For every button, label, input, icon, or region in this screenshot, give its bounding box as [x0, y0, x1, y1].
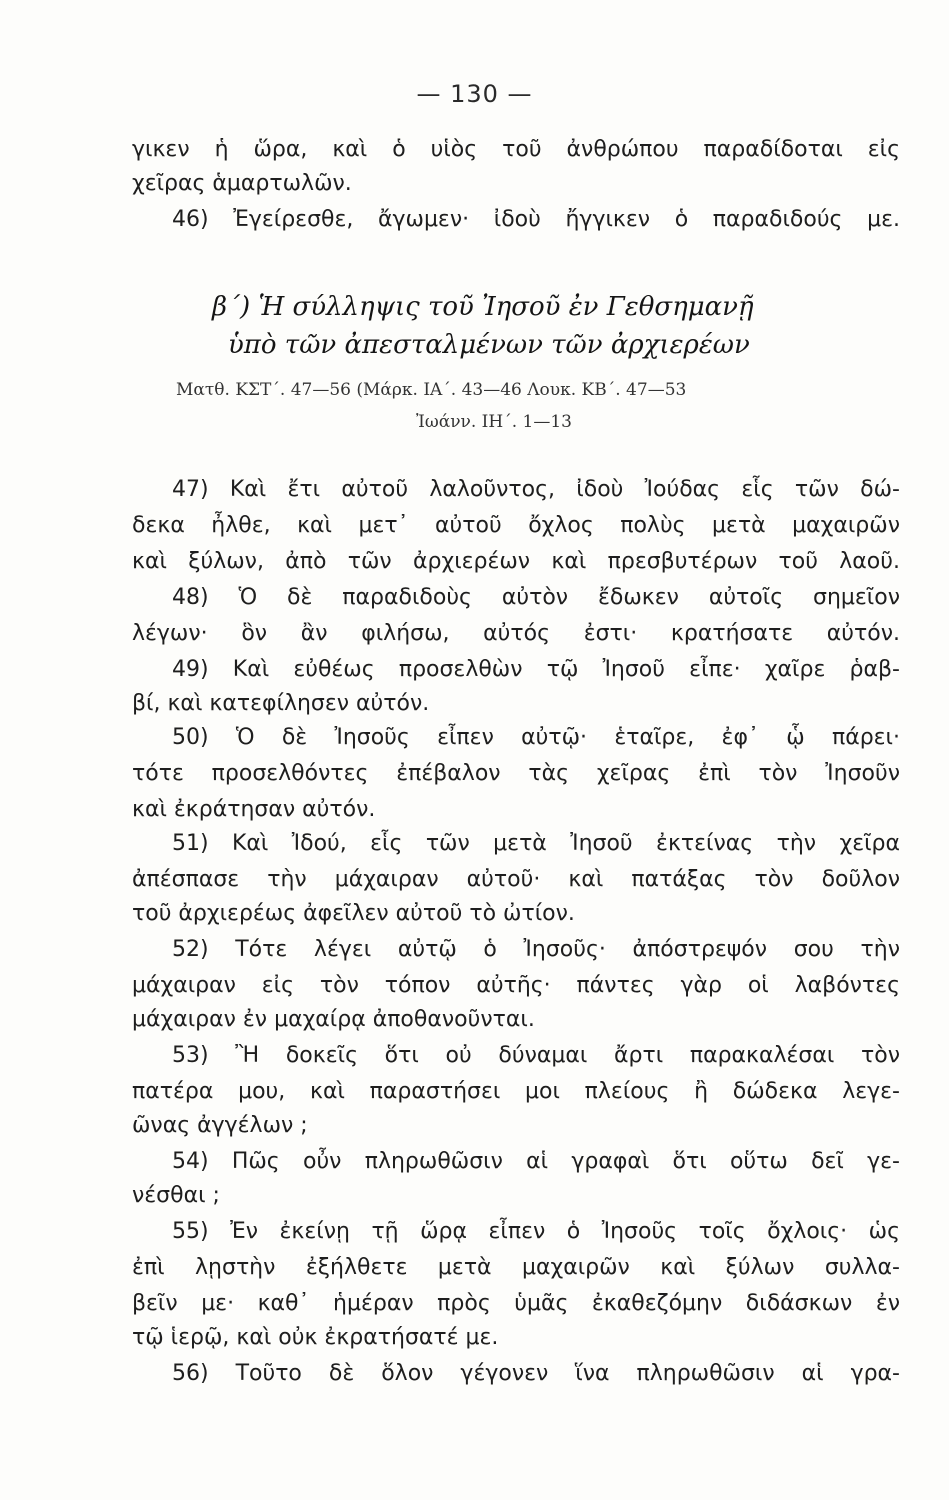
- text-line: καὶ ἐκράτησαν αὐτόν.: [132, 797, 376, 822]
- text-line: τοῦ ἀρχιερέως ἀφεῖλεν αὐτοῦ τὸ ὠτίον.: [132, 901, 575, 926]
- text-line: βί, καὶ κατεφίλησεν αὐτόν.: [132, 691, 430, 716]
- text-line: ἐπὶ λῃστὴν ἐξήλθετε μετὰ μαχαιρῶν καὶ ξύλων συλλα-: [132, 1255, 900, 1280]
- text-line: ῶνας ἀγγέλων ;: [132, 1113, 308, 1138]
- text-line: καὶ ξύλων, ἀπὸ τῶν ἀρχιερέων καὶ πρεσβυτέρων τοῦ λαοῦ.: [132, 549, 900, 574]
- text-line: μάχαιραν εἰς τὸν τόπον αὐτῆς· πάντες γὰρ οἱ λαβόντες: [132, 973, 900, 998]
- text-line: 55) Ἐν ἐκείνῃ τῇ ὥρᾳ εἶπεν ὁ Ἰησοῦς τοῖς ὄχλοις· ὡς: [172, 1219, 900, 1244]
- text-line: 46) Ἐγείρεσθε, ἄγωμεν· ἰδοὺ ἤγγικεν ὁ παραδιδούς με.: [172, 207, 900, 232]
- text-line: ἀπέσπασε τὴν μάχαιραν αὐτοῦ· καὶ πατάξας τὸν δοῦλον: [132, 867, 900, 892]
- page-number: — 130 —: [416, 80, 533, 108]
- text-line: τότε προσελθόντες ἐπέβαλον τὰς χεῖρας ἐπὶ τὸν Ἰησοῦν: [132, 761, 900, 786]
- text-line: 51) Καὶ Ἰδού, εἷς τῶν μετὰ Ἰησοῦ ἐκτείνας τὴν χεῖρα: [172, 831, 900, 856]
- text-line: γικεν ἡ ὥρα, καὶ ὁ υἱὸς τοῦ ἀνθρώπου παραδίδοται εἰς: [132, 137, 900, 162]
- text-line: 50) Ὁ δὲ Ἰησοῦς εἶπεν αὐτῷ· ἑταῖρε, ἐφ᾽ ᾧ πάρει·: [172, 725, 900, 750]
- scripture-references-line-2: Ἰωάνν. ΙΗ΄. 1—13: [416, 412, 572, 432]
- text-line: νέσθαι ;: [132, 1183, 220, 1208]
- text-line: 54) Πῶς οὖν πληρωθῶσιν αἱ γραφαὶ ὅτι οὕτω δεῖ γε-: [172, 1149, 900, 1174]
- text-line: λέγων· ὃν ἂν φιλήσω, αὐτός ἐστι· κρατήσατε αὐτόν.: [132, 621, 900, 646]
- text-line: μάχαιραν ἐν μαχαίρᾳ ἀποθανοῦνται.: [132, 1007, 535, 1032]
- text-line: 56) Τοῦτο δὲ ὅλον γέγονεν ἵνα πληρωθῶσιν αἱ γρα-: [172, 1361, 900, 1386]
- text-line: πατέρα μου, καὶ παραστήσει μοι πλείους ἢ δώδεκα λεγε-: [132, 1079, 900, 1104]
- text-line: βεῖν με· καθ᾽ ἡμέραν πρὸς ὑμᾶς ἐκαθεζόμην διδάσκων ἐν: [132, 1291, 900, 1316]
- text-line: 48) Ὁ δὲ παραδιδοὺς αὐτὸν ἔδωκεν αὐτοῖς σημεῖον: [172, 585, 900, 610]
- text-line: 49) Καὶ εὐθέως προσελθὼν τῷ Ἰησοῦ εἶπε· χαῖρε ῥαβ-: [172, 657, 900, 682]
- text-line: 47) Καὶ ἔτι αὐτοῦ λαλοῦντος, ἰδοὺ Ἰούδας εἷς τῶν δώ-: [172, 477, 900, 502]
- text-line: 52) Τότε λέγει αὐτῷ ὁ Ἰησοῦς· ἀπόστρεψόν σου τὴν: [172, 937, 900, 962]
- section-title-line-2: ὑπὸ τῶν ἀπεσταλμένων τῶν ἀρχιερέων: [228, 330, 750, 360]
- text-line: 53) Ἢ δοκεῖς ὅτι οὐ δύναμαι ἄρτι παρακαλέσαι τὸν: [172, 1043, 900, 1068]
- text-line: τῷ ἱερῷ, καὶ οὐκ ἐκρατήσατέ με.: [132, 1325, 499, 1350]
- section-title-line-1: β΄) Ἡ σύλληψις τοῦ Ἰησοῦ ἐν Γεθσημανῇ: [212, 292, 754, 322]
- scripture-references-line-1: Ματθ. ΚΣΤ΄. 47—56 (Μάρκ. ΙΑ΄. 43—46 Λουκ. ΚΒ΄. 47—53: [176, 380, 687, 400]
- text-line: δεκα ἦλθε, καὶ μετ᾽ αὐτοῦ ὄχλος πολὺς μετὰ μαχαιρῶν: [132, 513, 900, 538]
- text-line: χεῖρας ἁμαρτωλῶν.: [132, 171, 352, 196]
